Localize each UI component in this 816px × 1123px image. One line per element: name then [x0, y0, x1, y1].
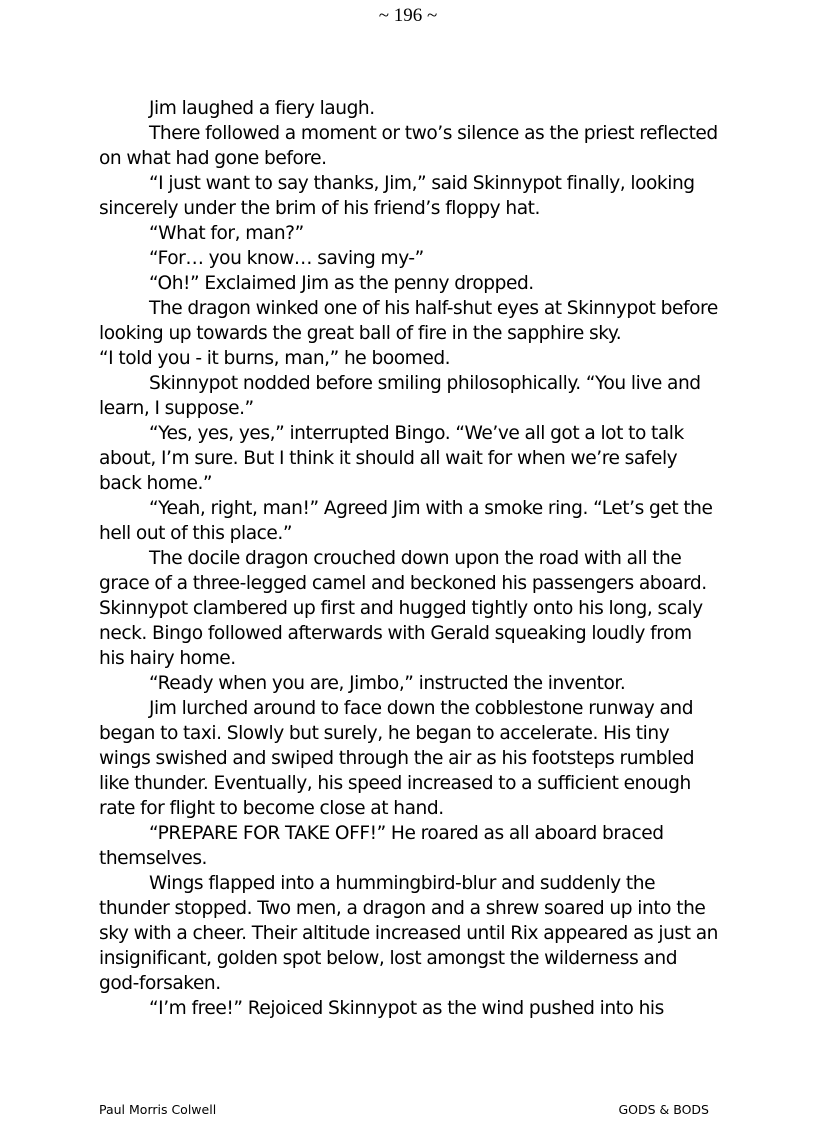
paragraph: The docile dragon crouched down upon the road with all the grace of a three-legged camel and beckoned his passengers aboard. Skinnypot clambered up first and hugged tightly onto his long, scaly neck. Bingo followed afterwards with Gerald squeaking loudly from his hairy home. [99, 548, 707, 669]
paragraph: Skinnypot nodded before smiling philosophically. “You live and learn, I suppose.” [99, 373, 701, 419]
paragraph: “What for, man?” [149, 223, 304, 244]
paragraph: Wings flapped into a hummingbird-blur and suddenly the thunder stopped. Two men, a dragon and a shrew soared up into the sky with a cheer. Their altitude increased until Rix appeared as just an insignificant, golden spot below, lost amongst the wilderness and god-forsaken. [99, 873, 718, 994]
paragraph: “I told you - it burns, man,” he boomed. [99, 348, 451, 369]
paragraph: “I’m free!” Rejoiced Skinnypot as the wind pushed into his [149, 998, 664, 1019]
body-text [99, 96, 721, 1021]
page-number: ~ 196 ~ [378, 5, 438, 26]
paragraph: “PREPARE FOR TAKE OFF!” He roared as all aboard braced themselves. [99, 823, 664, 869]
paragraph: “For… you know… saving my-” [149, 248, 424, 269]
paragraph: “Yeah, right, man!” Agreed Jim with a smoke ring. “Let’s get the hell out of this place.” [99, 498, 713, 544]
paragraph: Jim laughed a fiery laugh. [149, 98, 375, 119]
paragraph: The dragon winked one of his half-shut eyes at Skinnypot before looking up towards the great ball of fire in the sapphire sky. [99, 298, 718, 344]
page-footer [99, 1101, 709, 1119]
paragraph: “Yes, yes, yes,” interrupted Bingo. “We’ve all got a lot to talk about, I’m sure. But I think it should all wait for when we’re safely back home.” [99, 423, 684, 494]
paragraph: “Oh!” Exclaimed Jim as the penny dropped. [149, 273, 534, 294]
paragraph: There followed a moment or two’s silence as the priest reflected on what had gone before. [99, 123, 718, 169]
paragraph: Jim lurched around to face down the cobblestone runway and began to taxi. Slowly but surely, he began to accelerate. His tiny wings swished and swiped through the air as his footsteps rumbled like thunder. Eventually, his speed increased to a sufficient enough rate for flight to become close at hand. [99, 698, 695, 819]
paragraph: “I just want to say thanks, Jim,” said Skinnypot finally, looking sincerely under the brim of his friend’s floppy hat. [99, 173, 695, 219]
footer-book-title: GODS & BODS [618, 1102, 709, 1117]
footer-author: Paul Morris Colwell [99, 1102, 217, 1117]
paragraph: “Ready when you are, Jimbo,” instructed the inventor. [149, 673, 626, 694]
